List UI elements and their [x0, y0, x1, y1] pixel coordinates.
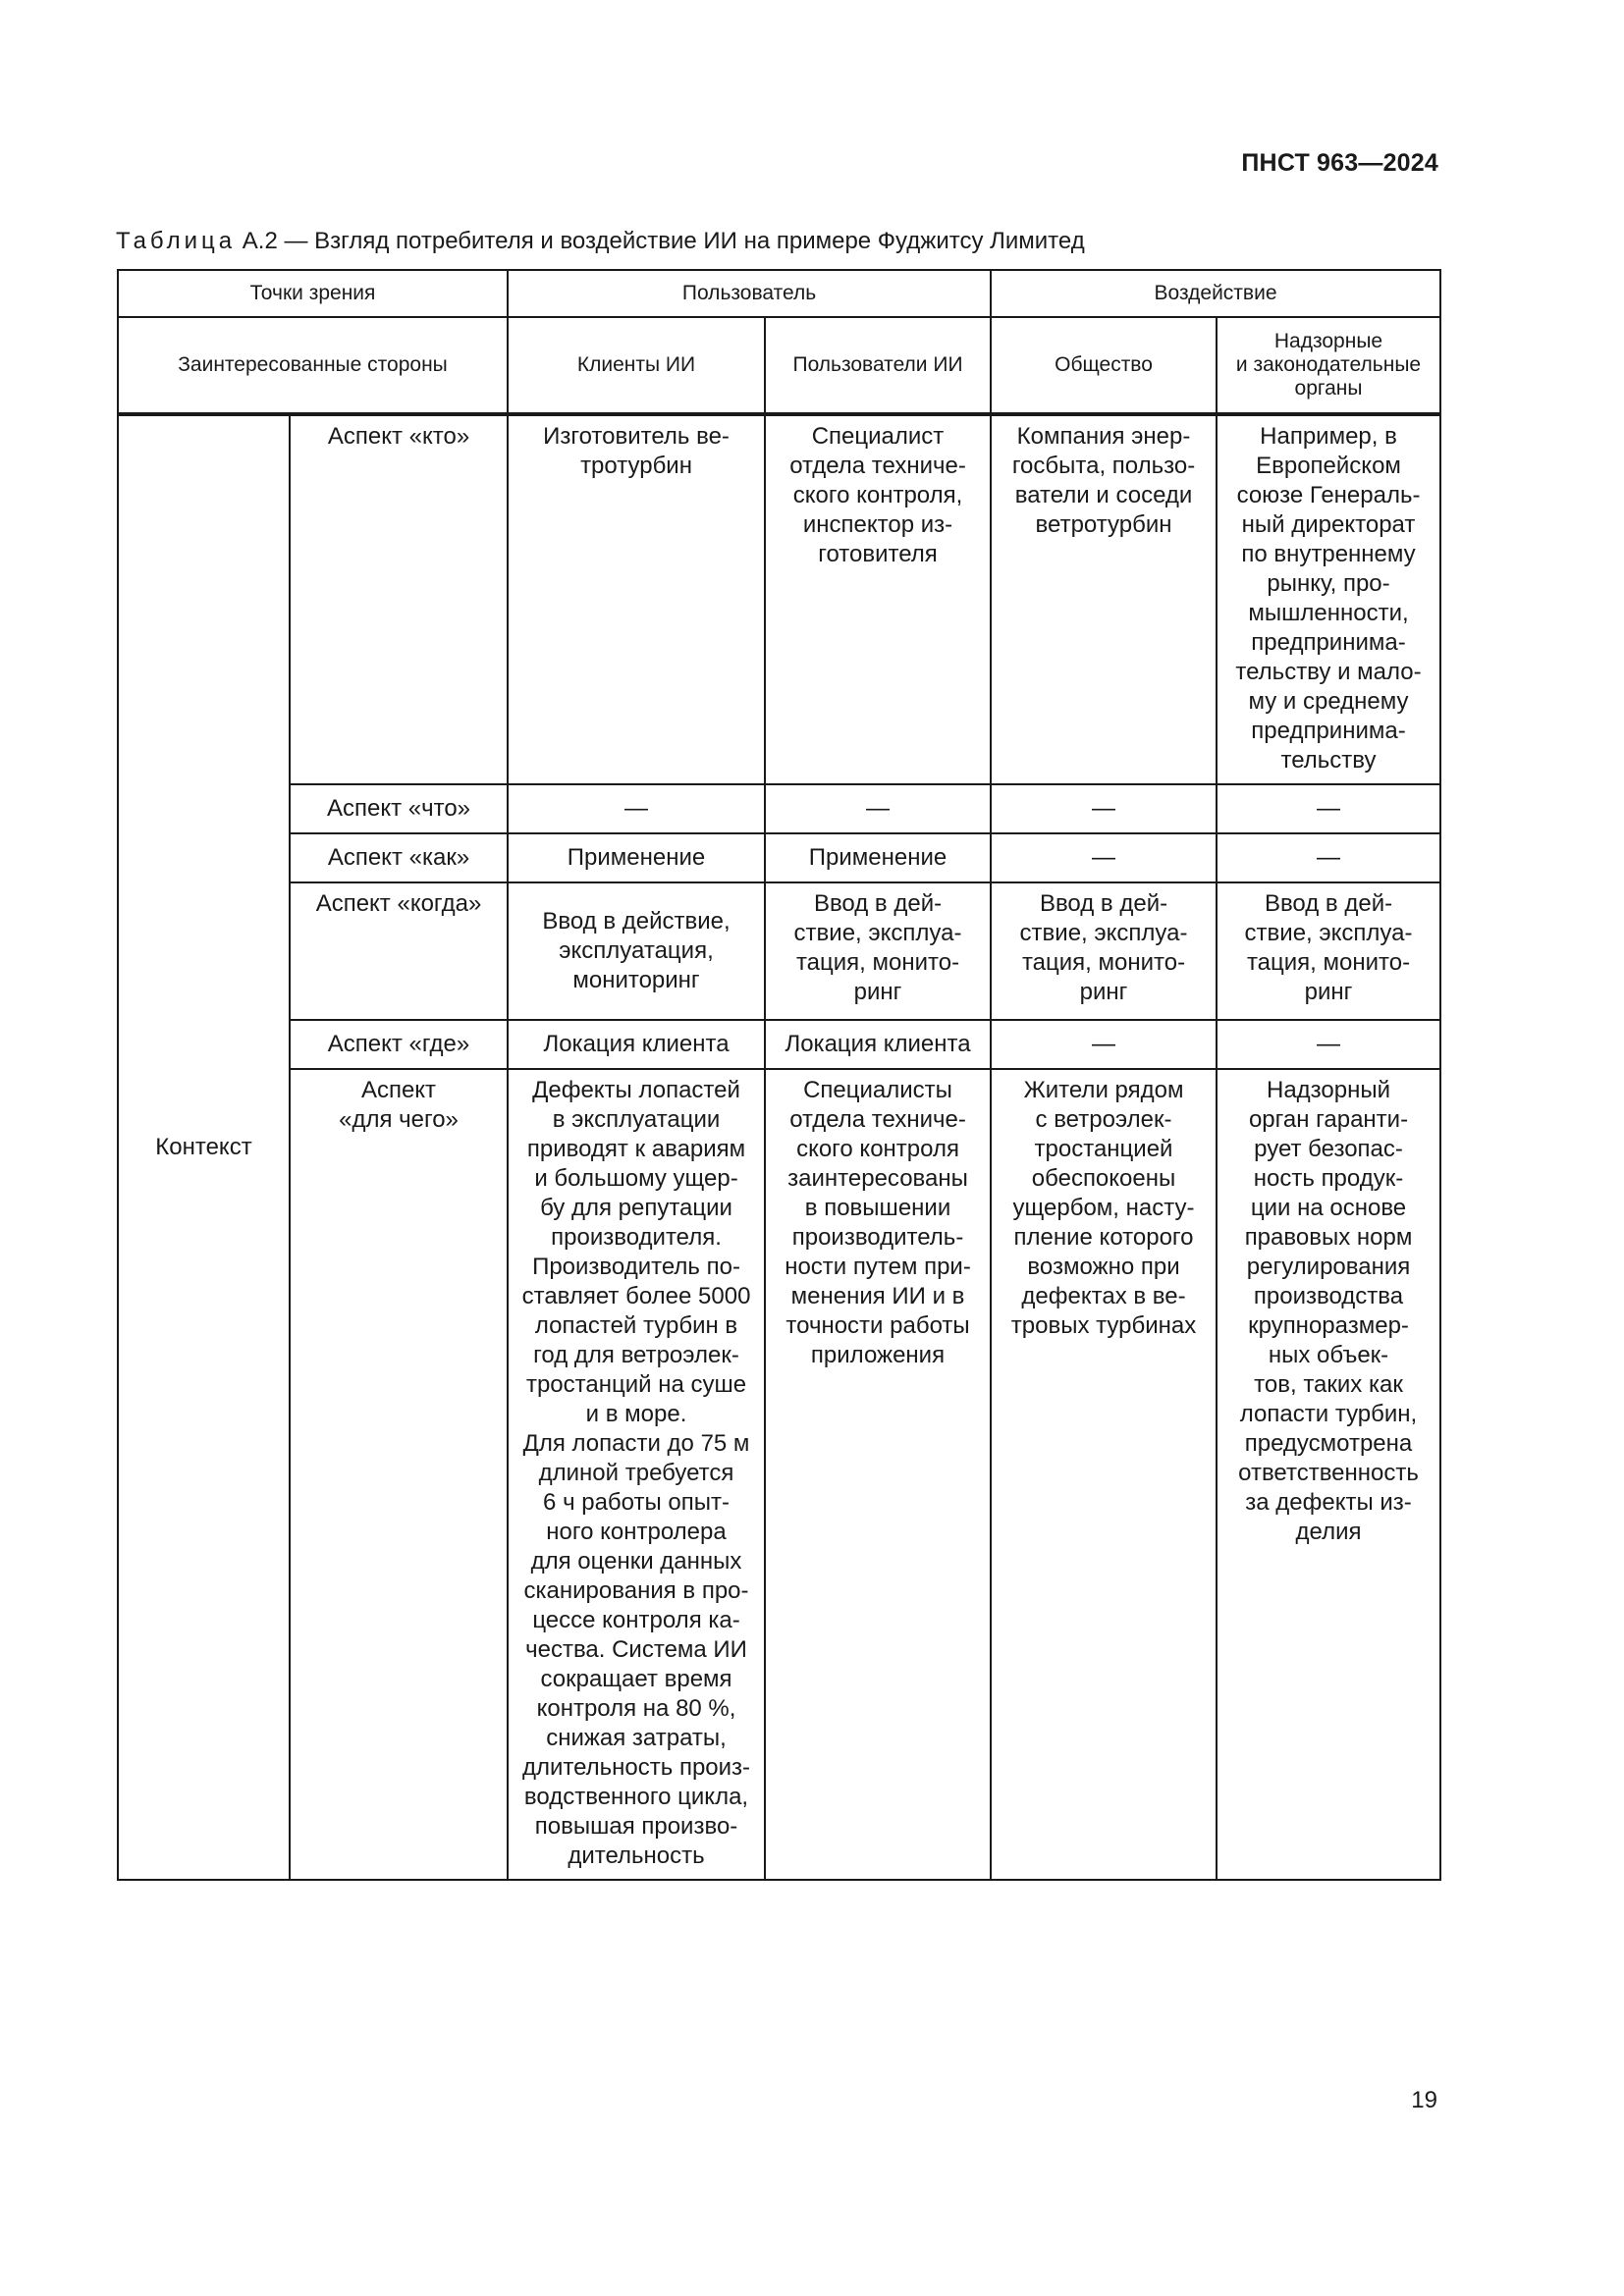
regulators-cell: Надзорный орган гаранти- рует безопас- ность продук- ции на основе правовых норм регулирования производства крупноразмер- ных объек- тов, таких как лопасти турбин, предусмотрена ответственность за дефекты из- делия — [1217, 1069, 1440, 1880]
clients-cell: Дефекты лопастей в эксплуатации приводят к авариям и большому ущер- бу для репутации производителя. Производитель по- ставляет более 5000 лопастей турбин в год для ветроэлек- тростанций на суше и в море. Для лопасти до 75 м длиной требуется 6 ч работы опыт- ного контролера для оценки данных сканирования в про- цессе контроля ка- чества. Система ИИ сокращает время контроля на 80 %, снижая затраты, длительность произ- водственного цикла, повышая произво- дительность — [508, 1069, 765, 1880]
regulators-cell: Ввод в дей- ствие, эксплуа- тация, монито- ринг — [1217, 882, 1440, 1020]
document-code: ПНСТ 963—2024 — [1241, 149, 1438, 177]
aspect-cell: Аспект «что» — [290, 784, 508, 833]
aspect-cell: Аспект «где» — [290, 1020, 508, 1069]
table-header-row — [118, 270, 1440, 317]
context-cell: Контекст — [118, 414, 290, 1880]
society-cell: Компания энер- госбыта, пользо- ватели и соседи ветротурбин — [991, 414, 1217, 784]
users-cell: — — [765, 784, 991, 833]
users-cell: Ввод в дей- ствие, эксплуа- тация, монито- ринг — [765, 882, 991, 1020]
header-regulators: Надзорные и законодательные органы — [1217, 317, 1440, 414]
header-stakeholders: Заинтересованные стороны — [118, 317, 508, 414]
society-cell: — — [991, 1020, 1217, 1069]
table-row — [118, 1020, 1440, 1069]
users-cell: Специалисты отдела техниче- ского контроля заинтересованы в повышении производитель- ности путем при- менения ИИ и в точности работы приложения — [765, 1069, 991, 1880]
table-row — [118, 414, 1440, 784]
aspect-cell: Аспект «когда» — [290, 882, 508, 1020]
regulators-cell: — — [1217, 784, 1440, 833]
society-cell: Жители рядом с ветроэлек- тростанцией обеспокоены ущербом, насту- пление которого возможно при дефектах в ве- тровых турбинах — [991, 1069, 1217, 1880]
users-cell: Специалист отдела техниче- ского контроля, инспектор из- готовителя — [765, 414, 991, 784]
clients-cell: Изготовитель ве- тротурбин — [508, 414, 765, 784]
clients-cell: Ввод в действие, эксплуатация, мониторинг — [508, 882, 765, 1020]
society-cell: — — [991, 833, 1217, 882]
table-row — [118, 882, 1440, 1020]
caption-text: А.2 — Взгляд потребителя и воздействие ИИ на примере Фуджитсу Лимитед — [236, 228, 1085, 254]
header-ai-users: Пользователи ИИ — [765, 317, 991, 414]
clients-cell: — — [508, 784, 765, 833]
table-caption — [116, 228, 1085, 255]
clients-cell: Локация клиента — [508, 1020, 765, 1069]
clients-cell: Применение — [508, 833, 765, 882]
aspect-cell: Аспект «кто» — [290, 414, 508, 784]
regulators-cell: — — [1217, 833, 1440, 882]
table-subheader-row — [118, 317, 1440, 414]
users-cell: Применение — [765, 833, 991, 882]
aspect-cell: Аспект «для чего» — [290, 1069, 508, 1880]
caption-label: Таблица — [116, 228, 237, 254]
table-row — [118, 833, 1440, 882]
header-viewpoints: Точки зрения — [118, 270, 508, 317]
aspect-cell: Аспект «как» — [290, 833, 508, 882]
page-number: 19 — [1411, 2087, 1437, 2113]
header-ai-clients: Клиенты ИИ — [508, 317, 765, 414]
society-cell: Ввод в дей- ствие, эксплуа- тация, монито- ринг — [991, 882, 1217, 1020]
table-row — [118, 1069, 1440, 1880]
header-society: Общество — [991, 317, 1217, 414]
users-cell: Локация клиента — [765, 1020, 991, 1069]
viewpoints-table — [117, 269, 1441, 1881]
table-row — [118, 784, 1440, 833]
society-cell: — — [991, 784, 1217, 833]
header-user: Пользователь — [508, 270, 991, 317]
regulators-cell: Например, в Европейском союзе Генераль- ный директорат по внутреннему рынку, про- мышленности, предпринима- тельству и мало- му и среднему предпринима- тельству — [1217, 414, 1440, 784]
header-impact: Воздействие — [991, 270, 1440, 317]
regulators-cell: — — [1217, 1020, 1440, 1069]
